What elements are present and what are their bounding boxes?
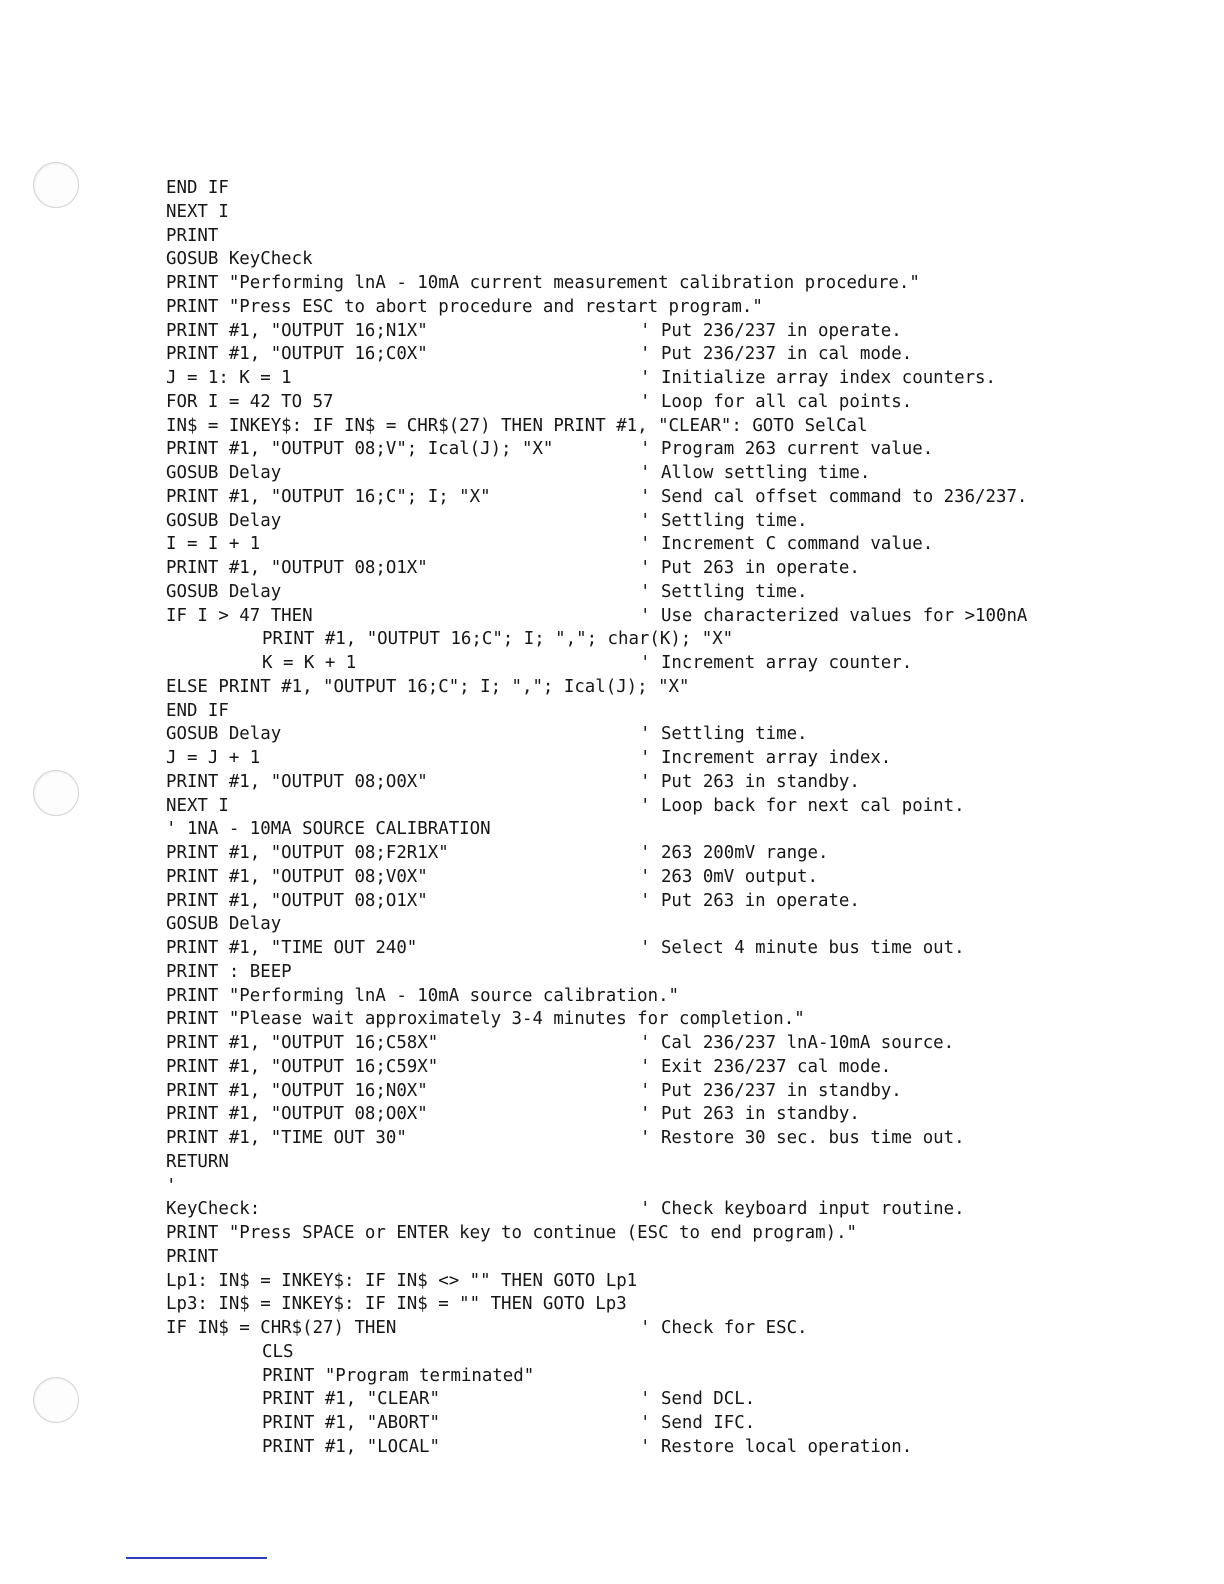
code-statement: PRINT #1, "OUTPUT 16;C"; I; ","; char(K); "X" xyxy=(262,629,734,650)
code-statement: PRINT #1, "OUTPUT 08;V"; Ical(J); "X" xyxy=(166,439,554,460)
code-statement: PRINT xyxy=(166,1246,219,1267)
code-comment: ' Check for ESC. xyxy=(640,1318,808,1338)
code-statement: PRINT #1, "OUTPUT 08;O1X" xyxy=(166,558,428,578)
code-statement: GOSUB Delay xyxy=(166,581,282,602)
code-statement: ' xyxy=(166,1175,177,1196)
code-statement: PRINT "Performing lnA - 10mA current measurement calibration procedure." xyxy=(166,273,920,293)
code-comment: ' Send DCL. xyxy=(640,1389,756,1410)
code-statement: CLS xyxy=(262,1341,294,1362)
code-comment: ' Increment array index. xyxy=(640,748,892,768)
code-comment: ' Exit 236/237 cal mode. xyxy=(640,1056,892,1077)
code-comment: ' Allow settling time. xyxy=(640,463,871,483)
code-statement: PRINT #1, "TIME OUT 30" xyxy=(166,1128,407,1148)
code-comment: ' Send IFC. xyxy=(640,1413,756,1433)
code-comment: ' Put 263 in standby. xyxy=(640,771,860,792)
code-comment: ' Cal 236/237 lnA-10mA source. xyxy=(640,1033,955,1053)
binder-hole-top xyxy=(33,162,79,208)
code-statement: ELSE PRINT #1, "OUTPUT 16;C"; I; ","; Ical(J); "X" xyxy=(166,676,690,697)
code-comment: ' Increment array counter. xyxy=(640,653,913,673)
code-statement: PRINT "Press SPACE or ENTER key to continue (ESC to end program)." xyxy=(166,1223,858,1243)
code-statement: GOSUB Delay xyxy=(166,724,282,745)
code-statement: PRINT #1, "OUTPUT 16;C59X" xyxy=(166,1056,439,1077)
code-comment: ' Send cal offset command to 236/237. xyxy=(640,486,1028,507)
binder-hole-middle xyxy=(33,770,79,816)
code-statement: IF I > 47 THEN xyxy=(166,605,313,626)
code-statement: PRINT #1, "OUTPUT 08;F2R1X" xyxy=(166,843,449,863)
code-comment: ' Put 263 in standby. xyxy=(640,1104,860,1125)
code-statement: Lp3: IN$ = INKEY$: IF IN$ = "" THEN GOTO Lp3 xyxy=(166,1294,627,1315)
code-statement: I = I + 1 xyxy=(166,534,261,555)
binder-hole-bottom xyxy=(33,1377,79,1423)
code-statement: J = J + 1 xyxy=(166,748,261,768)
code-statement: PRINT #1, "OUTPUT 16;N1X" xyxy=(166,320,428,341)
code-statement: GOSUB KeyCheck xyxy=(166,249,313,270)
code-statement: K = K + 1 xyxy=(262,653,357,673)
code-statement: KeyCheck: xyxy=(166,1199,261,1220)
code-statement: RETURN xyxy=(166,1151,229,1172)
code-statement: GOSUB Delay xyxy=(166,914,282,935)
code-statement: END IF xyxy=(166,700,229,721)
code-statement: PRINT #1, "OUTPUT 16;C0X" xyxy=(166,344,428,365)
code-comment: ' Put 263 in operate. xyxy=(640,558,860,578)
code-statement: PRINT "Program terminated" xyxy=(262,1365,535,1386)
code-statement: PRINT #1, "OUTPUT 16;C58X" xyxy=(166,1033,439,1053)
code-statement: PRINT "Please wait approximately 3-4 minutes for completion." xyxy=(166,1009,805,1030)
code-statement: PRINT #1, "OUTPUT 16;C"; I; "X" xyxy=(166,486,491,507)
code-comment: ' Put 236/237 in cal mode. xyxy=(640,344,913,365)
code-comment: ' Initialize array index counters. xyxy=(640,368,996,388)
code-statement: PRINT #1, "TIME OUT 240" xyxy=(166,938,418,958)
code-statement: GOSUB Delay xyxy=(166,463,282,483)
code-comment: ' Use characterized values for >100nA xyxy=(640,605,1028,626)
code-statement: FOR I = 42 TO 57 xyxy=(166,391,334,412)
code-statement: ' 1NA - 10MA SOURCE CALIBRATION xyxy=(166,819,491,840)
code-statement: IF IN$ = CHR$(27) THEN xyxy=(166,1318,397,1338)
code-comment: ' 263 200mV range. xyxy=(640,843,829,863)
code-statement: PRINT #1, "ABORT" xyxy=(262,1413,440,1433)
code-comment: ' Restore 30 sec. bus time out. xyxy=(640,1128,965,1148)
code-statement: Lp1: IN$ = INKEY$: IF IN$ <> "" THEN GOTO Lp1 xyxy=(166,1270,638,1291)
code-comment: ' Settling time. xyxy=(640,724,808,745)
code-statement: PRINT #1, "CLEAR" xyxy=(262,1389,440,1410)
code-comment: ' Restore local operation. xyxy=(640,1436,913,1457)
code-statement: J = 1: K = 1 xyxy=(166,368,292,388)
code-comment: ' Settling time. xyxy=(640,581,808,602)
code-comment: ' Loop for all cal points. xyxy=(640,391,913,412)
code-statement: PRINT #1, "OUTPUT 08;O1X" xyxy=(166,890,428,911)
code-statement: GOSUB Delay xyxy=(166,510,282,531)
code-comment: ' Increment C command value. xyxy=(640,534,934,555)
code-statement: PRINT "Press ESC to abort procedure and restart program." xyxy=(166,296,763,317)
code-statement: PRINT #1, "LOCAL" xyxy=(262,1436,440,1457)
code-statement: PRINT : BEEP xyxy=(166,961,292,982)
code-comment: ' Put 236/237 in operate. xyxy=(640,320,902,341)
code-comment: ' Program 263 current value. xyxy=(640,439,934,460)
code-statement: IN$ = INKEY$: IF IN$ = CHR$(27) THEN PRINT #1, "CLEAR": GOTO SelCal xyxy=(166,415,868,436)
code-comment: ' Put 236/237 in standby. xyxy=(640,1080,902,1101)
code-comment: ' 263 0mV output. xyxy=(640,866,818,887)
code-statement: PRINT xyxy=(166,225,219,246)
code-statement: PRINT #1, "OUTPUT 08;V0X" xyxy=(166,866,428,887)
code-comment: ' Check keyboard input routine. xyxy=(640,1199,965,1220)
code-comment: ' Put 263 in operate. xyxy=(640,890,860,911)
code-statement: PRINT "Performing lnA - 10mA source calibration." xyxy=(166,985,680,1006)
code-statement: END IF xyxy=(166,178,229,198)
footer-rule xyxy=(126,1557,267,1559)
code-comment: ' Select 4 minute bus time out. xyxy=(640,938,965,958)
code-statement: NEXT I xyxy=(166,201,229,222)
code-statement: PRINT #1, "OUTPUT 08;O0X" xyxy=(166,771,428,792)
code-statement: NEXT I xyxy=(166,795,229,816)
code-comment: ' Loop back for next cal point. xyxy=(640,795,965,816)
code-comment: ' Settling time. xyxy=(640,510,808,531)
code-statement: PRINT #1, "OUTPUT 16;N0X" xyxy=(166,1080,428,1101)
code-statement: PRINT #1, "OUTPUT 08;O0X" xyxy=(166,1104,428,1125)
